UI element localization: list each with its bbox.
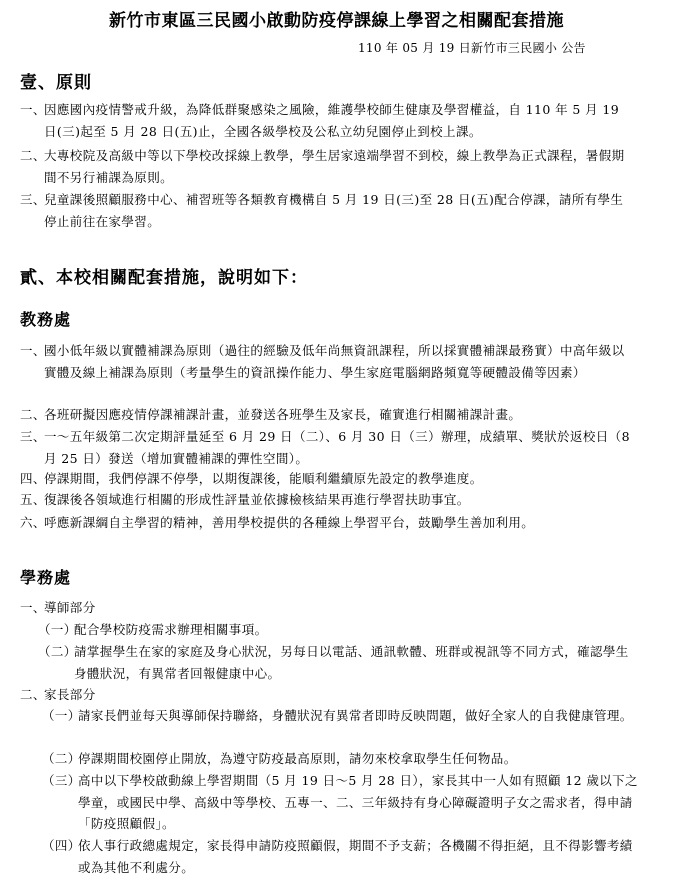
item-text: 高中以下學校啟動線上學習期間（5 月 19 日～5 月 28 日），家長其中一人如有照顧 12 歲以下之學童，或國民中學、高級中等學校、五專一、二、三年級持有身心障礙證明子女之需求者，得申請「防疫照顧假」。 (78, 773, 638, 831)
student-affairs-part (20, 597, 632, 619)
part-label: 家長部分 (44, 687, 96, 702)
item-number: 三、 (20, 429, 46, 444)
student-affairs-subitem (42, 705, 642, 727)
item-text: 一～五年級第二次定期評量延至 6 月 29 日（二）、6 月 30 日（三）辦理，成績單、獎狀於返校日（8 月 25 日）發送（增加實體補課的彈性空間）。 (44, 429, 630, 466)
principle-item (20, 189, 632, 232)
item-text: 停課期間，我們停課不停學，以期復課後，能順利繼續原先設定的教學進度。 (44, 471, 483, 486)
student-affairs-subitem (42, 835, 642, 878)
item-number: 五、 (20, 492, 46, 507)
principle-item (20, 99, 632, 142)
subsection-heading-student-affairs: 學務處 (20, 568, 72, 587)
student-affairs-subitem (38, 619, 638, 641)
item-text: 請家長們並每天與導師保持聯絡，身體狀況有異常者即時反映問題，做好全家人的自我健康管理。 (78, 708, 633, 723)
academic-item (20, 468, 632, 490)
item-number: 四、 (20, 471, 46, 486)
section-heading-principles: 壹、原則 (20, 73, 92, 93)
item-number: 二、 (20, 148, 46, 163)
academic-item (20, 404, 632, 426)
student-affairs-subitem (38, 641, 638, 684)
student-affairs-subitem (42, 770, 642, 835)
item-text: 停課期間校園停止開放，為遵守防疫最高原則，請勿來校拿取學生任何物品。 (78, 751, 517, 766)
principle-item (20, 145, 632, 188)
item-text: 國小低年級以實體補課為原則（過往的經驗及低年尚無資訊課程，所以採實體補課最務實）中高年級以實體及線上補課為原則（考量學生的資訊操作能力、學生家庭電腦網路頻寬等硬體設備等因素） (44, 343, 625, 380)
item-text: 請掌握學生在家的家庭及身心狀況，另每日以電話、通訊軟體、班群或視訊等不同方式，確認學生身體狀況，有異常者回報健康中心。 (74, 644, 629, 681)
item-number: 二、 (20, 407, 46, 422)
item-number: （一） (38, 622, 77, 637)
item-text: 復課後各領域進行相關的形成性評量並依據檢核結果再進行學習扶助事宜。 (44, 492, 470, 507)
item-text: 配合學校防疫需求辦理相關事項。 (74, 622, 268, 637)
item-text: 兒童課後照顧服務中心、補習班等各類教育機構自 5 月 19 日(三)至 28 日(五)配合停課，請所有學生停止前往在家學習。 (44, 192, 624, 229)
student-affairs-part (20, 684, 632, 706)
item-number: 一、 (20, 343, 46, 358)
academic-item (20, 489, 632, 511)
item-number: （二） (42, 751, 81, 766)
item-text: 大專校院及高級中等以下學校改採線上教學，學生居家遠端學習不到校，線上教學為正式課程，暑假期間不另行補課為原則。 (44, 148, 625, 185)
section-heading-measures: 貳、本校相關配套措施，說明如下： (20, 268, 308, 288)
item-number: 一、 (20, 600, 46, 615)
item-text: 因應國內疫情警戒升級，為降低群聚感染之風險，維護學校師生健康及學習權益，自 110 年 5 月 19 日(三)起至 5 月 28 日(五)止，全國各級學校及公私立幼兒園停止到校上課。 (44, 102, 620, 139)
subsection-heading-academic: 教務處 (20, 310, 72, 329)
student-affairs-subitem (42, 748, 642, 770)
item-number: 三、 (20, 192, 46, 207)
academic-item (20, 340, 632, 383)
announcement-line: 110 年 05 月 19 日新竹市三民國小 公告 (358, 41, 586, 55)
item-number: （四） (42, 838, 81, 853)
academic-item (20, 512, 632, 534)
item-number: 二、 (20, 687, 46, 702)
item-text: 呼應新課綱自主學習的精神，善用學校提供的各種線上學習平台，鼓勵學生善加利用。 (44, 515, 535, 530)
item-number: （一） (42, 708, 81, 723)
part-label: 導師部分 (44, 600, 96, 615)
item-number: （三） (42, 773, 81, 788)
document-title: 新竹市東區三民國小啟動防疫停課線上學習之相關配套措施 (109, 11, 564, 31)
item-number: 六、 (20, 515, 46, 530)
academic-item (20, 426, 632, 469)
item-text: 各班研擬因應疫情停課補課計畫，並發送各班學生及家長，確實進行相關補課計畫。 (44, 407, 522, 422)
item-text: 依人事行政總處規定，家長得申請防疫照顧假，期間不予支薪；各機關不得拒絕，且不得影響考績或為其他不利處分。 (78, 838, 633, 875)
item-number: （二） (38, 644, 77, 659)
item-number: 一、 (20, 102, 46, 117)
